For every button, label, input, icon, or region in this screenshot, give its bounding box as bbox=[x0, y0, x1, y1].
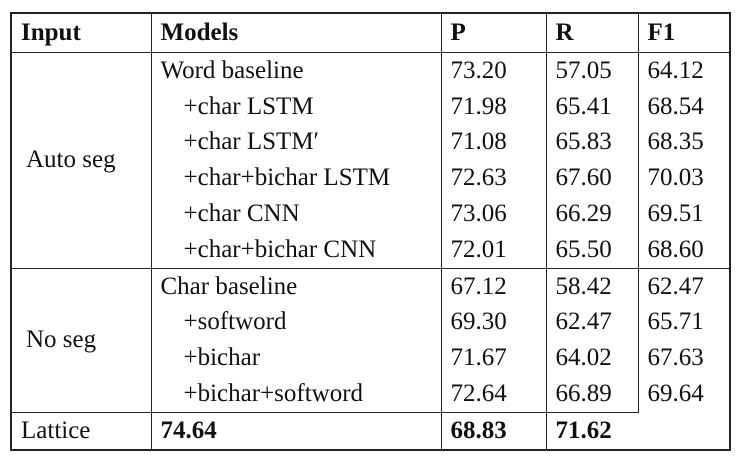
r-cell: 57.05 bbox=[546, 53, 638, 89]
header-f1: F1 bbox=[638, 13, 730, 53]
r-cell: 68.83 bbox=[441, 412, 546, 449]
input-cell-auto-seg: Auto seg bbox=[11, 53, 151, 269]
model-cell: +softword bbox=[151, 305, 441, 341]
model-cell: +char+bichar LSTM bbox=[151, 160, 441, 196]
f1-cell: 69.64 bbox=[638, 376, 730, 412]
header-p: P bbox=[441, 13, 546, 53]
r-cell: 66.89 bbox=[546, 376, 638, 412]
model-cell: Lattice bbox=[11, 412, 151, 449]
p-cell: 73.20 bbox=[441, 53, 546, 89]
input-cell-no-seg: No seg bbox=[11, 268, 151, 412]
p-cell: 72.01 bbox=[441, 232, 546, 268]
model-cell: +char LSTM′ bbox=[151, 125, 441, 161]
r-cell: 66.29 bbox=[546, 196, 638, 232]
p-cell: 71.08 bbox=[441, 125, 546, 161]
model-cell: +char LSTM bbox=[151, 89, 441, 125]
header-input: Input bbox=[11, 13, 151, 53]
header-r: R bbox=[546, 13, 638, 53]
f1-cell: 68.60 bbox=[638, 232, 730, 268]
p-cell: 71.67 bbox=[441, 340, 546, 376]
p-cell: 73.06 bbox=[441, 196, 546, 232]
table-row-lattice bbox=[11, 412, 730, 449]
f1-cell: 62.47 bbox=[638, 268, 730, 304]
model-cell: +bichar+softword bbox=[151, 376, 441, 412]
model-cell: Char baseline bbox=[151, 268, 441, 304]
f1-cell: 70.03 bbox=[638, 160, 730, 196]
header-models: Models bbox=[151, 13, 441, 53]
model-cell: +bichar bbox=[151, 340, 441, 376]
header-row bbox=[11, 13, 730, 53]
r-cell: 65.83 bbox=[546, 125, 638, 161]
model-cell: +char+bichar CNN bbox=[151, 232, 441, 268]
p-cell: 72.63 bbox=[441, 160, 546, 196]
f1-cell: 65.71 bbox=[638, 305, 730, 341]
results-table-container bbox=[10, 12, 731, 451]
table-row bbox=[11, 53, 730, 89]
f1-cell: 71.62 bbox=[546, 412, 638, 449]
p-cell: 67.12 bbox=[441, 268, 546, 304]
r-cell: 67.60 bbox=[546, 160, 638, 196]
r-cell: 62.47 bbox=[546, 305, 638, 341]
p-cell: 74.64 bbox=[151, 412, 441, 449]
table-row bbox=[11, 268, 730, 304]
p-cell: 71.98 bbox=[441, 89, 546, 125]
p-cell: 72.64 bbox=[441, 376, 546, 412]
f1-cell: 67.63 bbox=[638, 340, 730, 376]
model-cell: +char CNN bbox=[151, 196, 441, 232]
f1-cell: 69.51 bbox=[638, 196, 730, 232]
f1-cell: 68.54 bbox=[638, 89, 730, 125]
model-cell: Word baseline bbox=[151, 53, 441, 89]
f1-cell: 64.12 bbox=[638, 53, 730, 89]
p-cell: 69.30 bbox=[441, 305, 546, 341]
r-cell: 64.02 bbox=[546, 340, 638, 376]
f1-cell: 68.35 bbox=[638, 125, 730, 161]
r-cell: 58.42 bbox=[546, 268, 638, 304]
r-cell: 65.41 bbox=[546, 89, 638, 125]
r-cell: 65.50 bbox=[546, 232, 638, 268]
results-table bbox=[10, 12, 731, 451]
